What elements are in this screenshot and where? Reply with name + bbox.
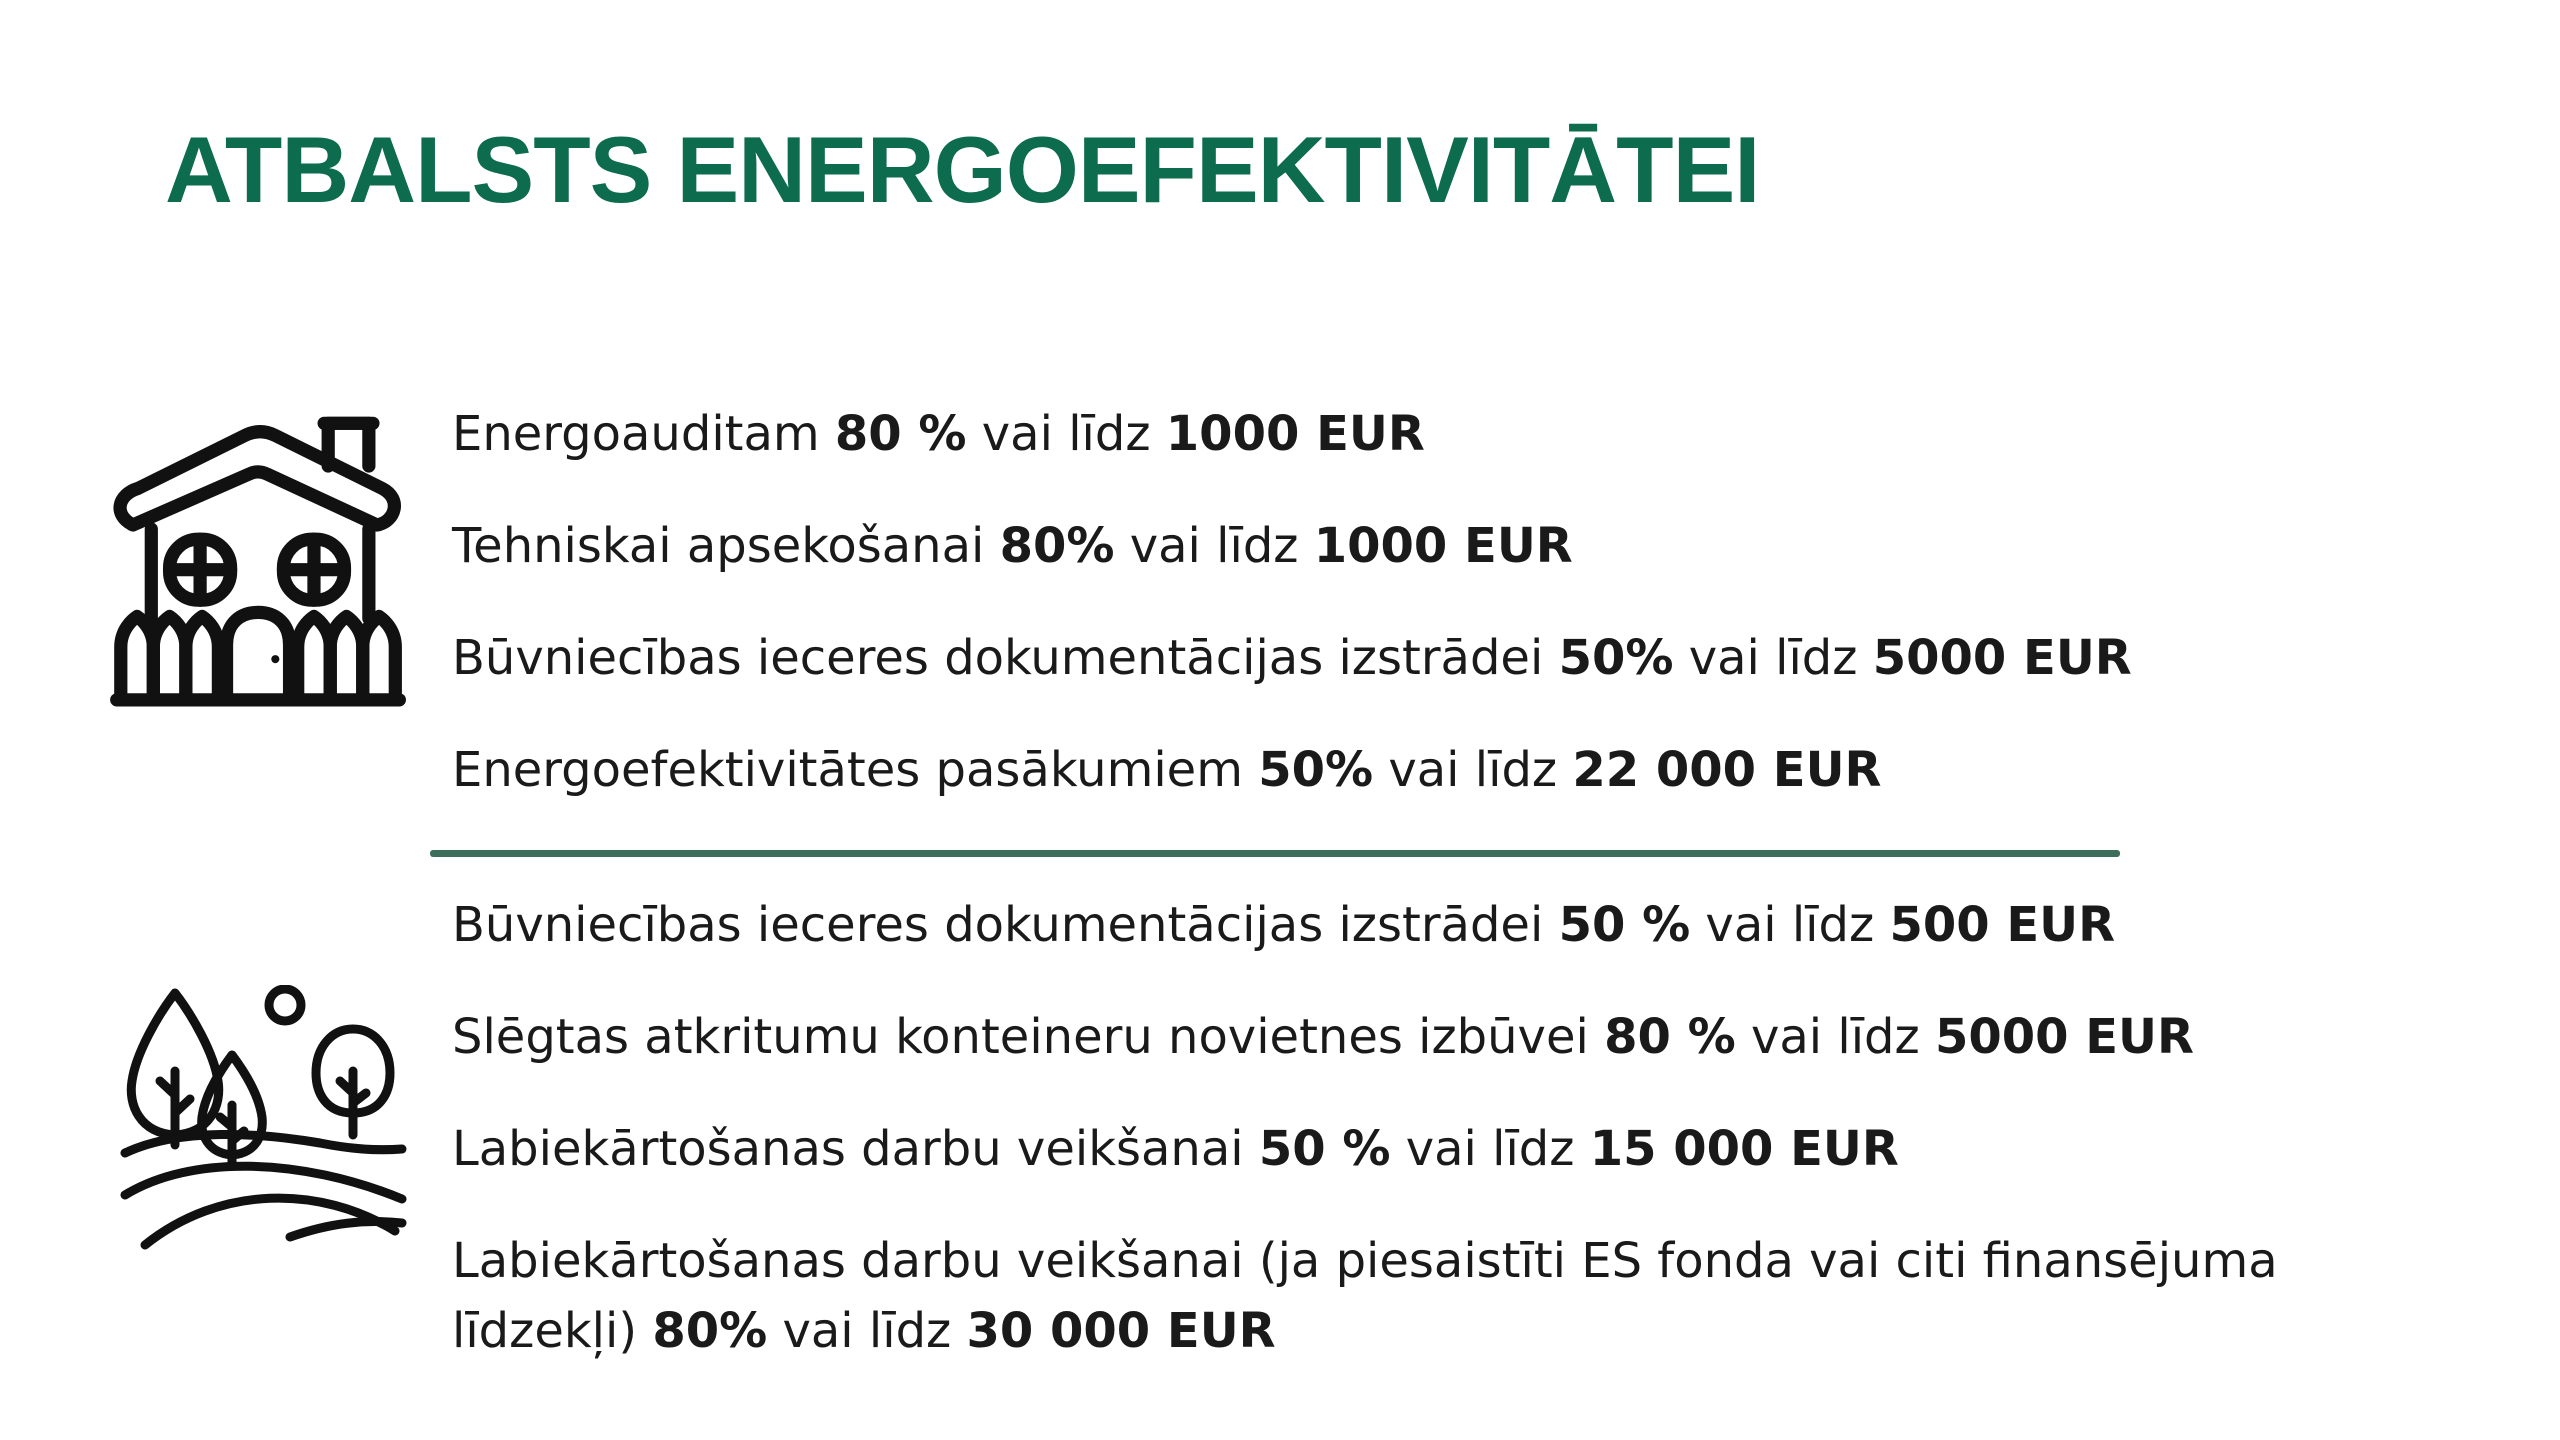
item-mid: vai līdz [1673, 630, 1873, 686]
list-item [452, 1114, 1899, 1184]
item-text: Labiekārtošanas darbu veikšanai [452, 1121, 1259, 1177]
item-amount: 30 000 EUR [966, 1303, 1276, 1359]
item-text-line1: Labiekārtošanas darbu veikšanai (ja piesaistīti ES fonda vai citi finansējuma [452, 1233, 2278, 1289]
list-item [452, 890, 2115, 960]
list-item [452, 511, 1573, 581]
item-text: Būvniecības ieceres dokumentācijas izstrādei [452, 630, 1559, 686]
house-icon [100, 405, 410, 710]
item-mid: vai līdz [1690, 897, 1890, 953]
item-text: Slēgtas atkritumu konteineru novietnes izbūvei [452, 1009, 1605, 1065]
item-percent: 80% [652, 1303, 768, 1359]
item-percent: 50% [1558, 630, 1674, 686]
section-divider [430, 850, 2120, 857]
item-text: Energoefektivitātes pasākumiem [452, 742, 1259, 798]
item-percent: 80 % [834, 406, 967, 462]
item-percent: 80% [999, 518, 1115, 574]
item-amount: 1000 EUR [1165, 406, 1425, 462]
item-text: Energoauditam [452, 406, 835, 462]
item-mid: vai līdz [767, 1303, 967, 1359]
list-item [452, 1002, 2194, 1072]
item-amount: 5000 EUR [1934, 1009, 2194, 1065]
item-percent: 50 % [1558, 897, 1691, 953]
item-mid: vai līdz [966, 406, 1166, 462]
list-item [452, 623, 2132, 693]
item-percent: 50% [1258, 742, 1374, 798]
item-amount: 1000 EUR [1313, 518, 1573, 574]
item-amount: 22 000 EUR [1572, 742, 1882, 798]
item-percent: 50 % [1258, 1121, 1391, 1177]
item-percent: 80 % [1604, 1009, 1736, 1065]
list-item [452, 735, 1882, 805]
item-mid: vai līdz [1373, 742, 1573, 798]
trees-landscape-icon [120, 985, 410, 1255]
item-amount: 15 000 EUR [1589, 1121, 1899, 1177]
item-text-line2 [452, 1296, 2278, 1366]
item-amount: 5000 EUR [1872, 630, 2132, 686]
list-item [452, 1226, 2278, 1366]
item-text: Tehniskai apsekošanai [452, 518, 1000, 574]
item-text: līdzekļi) [452, 1303, 653, 1359]
page-title: ATBALSTS ENERGOEFEKTIVITĀTEI [165, 117, 1760, 222]
item-mid: vai līdz [1114, 518, 1314, 574]
item-text: Būvniecības ieceres dokumentācijas izstrādei [452, 897, 1559, 953]
list-item [452, 399, 1425, 469]
item-amount: 500 EUR [1889, 897, 2116, 953]
item-mid: vai līdz [1735, 1009, 1935, 1065]
item-mid: vai līdz [1390, 1121, 1590, 1177]
